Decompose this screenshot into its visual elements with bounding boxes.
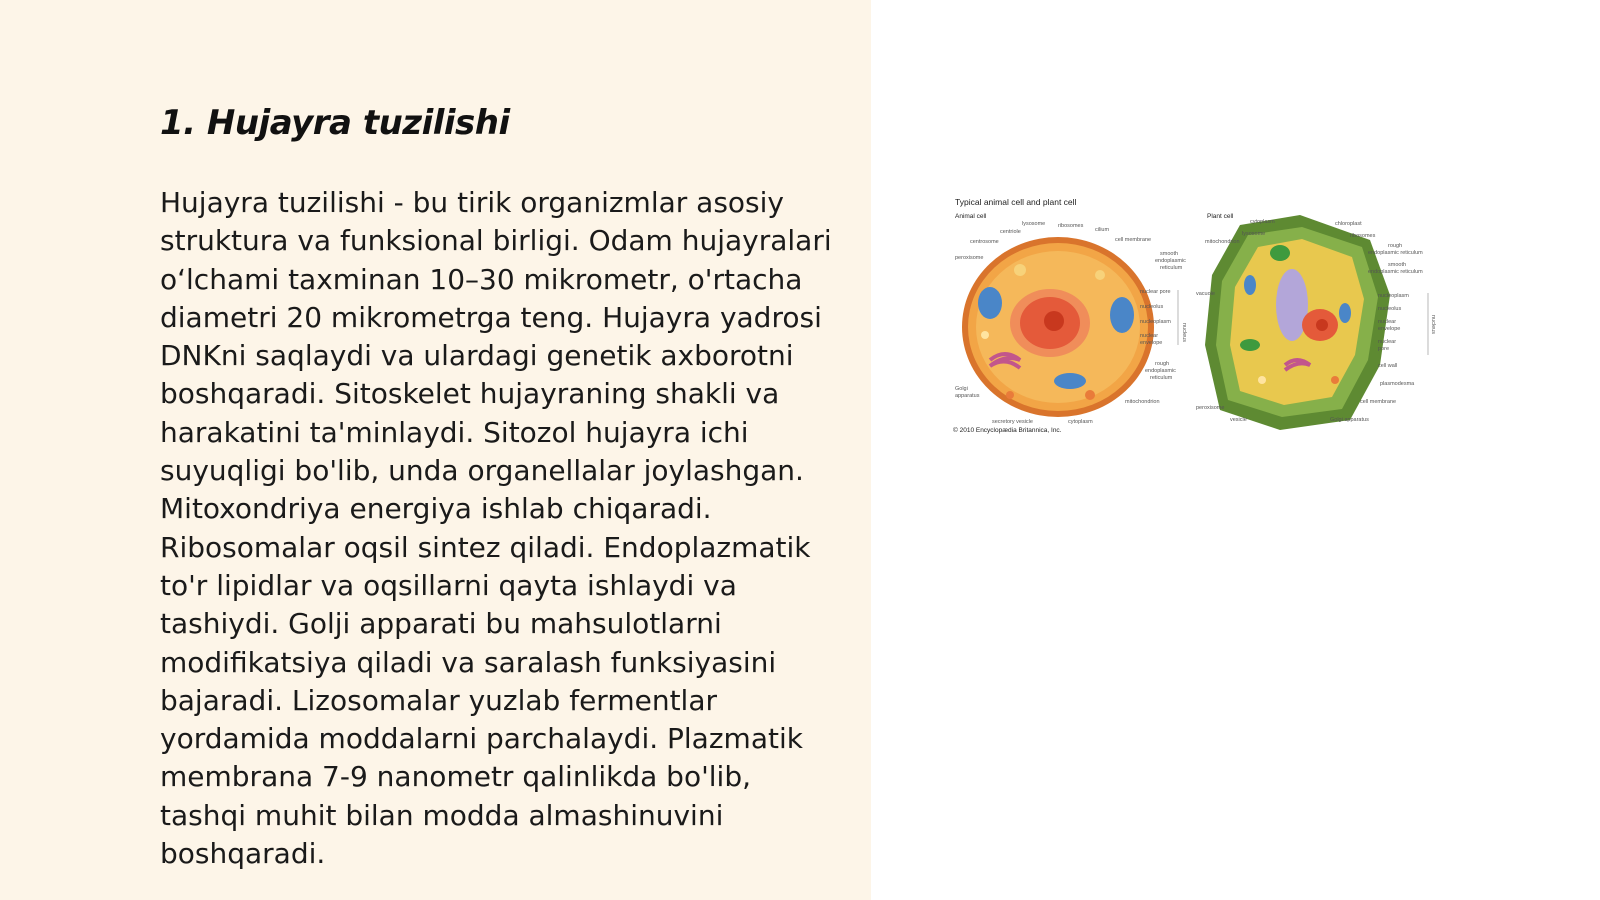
svg-text:secretory vesicle: secretory vesicle	[992, 419, 1033, 425]
svg-text:peroxisome: peroxisome	[1196, 405, 1225, 411]
svg-text:rough: rough	[1155, 361, 1170, 367]
svg-text:centrosome: centrosome	[970, 239, 999, 245]
svg-text:ribosomes: ribosomes	[1350, 233, 1376, 239]
svg-text:nucleolus: nucleolus	[1140, 304, 1164, 310]
svg-text:centriole: centriole	[1000, 229, 1021, 235]
svg-text:Golgi apparatus: Golgi apparatus	[1330, 417, 1369, 423]
svg-text:nuclear: nuclear	[1140, 333, 1159, 339]
svg-text:nucleus: nucleus	[1430, 315, 1436, 334]
figure-heading: Typical animal cell and plant cell	[955, 197, 1077, 207]
svg-text:peroxisome: peroxisome	[955, 255, 984, 261]
svg-text:nucleoplasm: nucleoplasm	[1378, 293, 1409, 299]
svg-text:nuclear: nuclear	[1378, 319, 1397, 325]
svg-text:cell wall: cell wall	[1378, 363, 1398, 369]
figure-copyright: © 2010 Encyclopædia Britannica, Inc.	[953, 427, 1062, 434]
svg-text:smooth: smooth	[1160, 251, 1179, 257]
svg-text:cytoplasm: cytoplasm	[1068, 419, 1093, 425]
svg-text:nuclear: nuclear	[1378, 339, 1397, 345]
svg-text:cell membrane: cell membrane	[1115, 237, 1152, 243]
svg-text:cilium: cilium	[1095, 227, 1110, 233]
svg-text:nucleolus: nucleolus	[1378, 306, 1402, 312]
svg-text:chloroplast: chloroplast	[1335, 221, 1362, 227]
svg-text:nucleus: nucleus	[1181, 323, 1187, 342]
svg-text:mitochondrion: mitochondrion	[1125, 399, 1160, 405]
svg-text:reticulum: reticulum	[1160, 265, 1183, 271]
svg-text:pore: pore	[1378, 346, 1390, 352]
animal-cell-illustration	[962, 237, 1154, 417]
svg-text:lysosome: lysosome	[1242, 231, 1266, 237]
svg-text:nucleoplasm: nucleoplasm	[1140, 319, 1171, 325]
svg-text:Golgi: Golgi	[955, 386, 968, 392]
svg-text:cell membrane: cell membrane	[1360, 399, 1397, 405]
animal-cell-label: Animal cell	[955, 213, 987, 220]
svg-text:envelope: envelope	[1378, 326, 1401, 332]
cell-diagram-figure	[950, 195, 1450, 445]
svg-text:cytoplasm: cytoplasm	[1250, 219, 1275, 225]
svg-text:reticulum: reticulum	[1150, 375, 1173, 381]
svg-text:lysosome: lysosome	[1022, 221, 1046, 227]
svg-text:endoplasmic reticulum: endoplasmic reticulum	[1368, 250, 1423, 256]
svg-text:ribosomes: ribosomes	[1058, 223, 1084, 229]
svg-text:rough: rough	[1388, 243, 1403, 249]
plant-cell-illustration	[1205, 215, 1390, 430]
svg-text:plasmodesma: plasmodesma	[1380, 381, 1415, 387]
svg-text:endoplasmic: endoplasmic	[1155, 258, 1186, 264]
svg-text:smooth: smooth	[1388, 262, 1407, 268]
svg-text:envelope: envelope	[1140, 340, 1163, 346]
svg-text:mitochondrion: mitochondrion	[1205, 239, 1240, 245]
slide-body-text: Hujayra tuzilishi - bu tirik organizmlar asosiy struktura va funksional birligi. Odam hujayralari oʻlchami taxminan 10–30 mikrometr, o'rtacha diametri 20 mikrometrga teng. Hujayra yadrosi DNKni saqlaydi va ulardagi genetik axborotni boshqaradi. Sitoskelet hujayraning shakli va harakatini ta'minlaydi. Sitozol hujayra ichi suyuqligi bo'lib, unda organellalar joylashgan. Mitoxondriya energiya ishlab chiqaradi. Ribosomalar oqsil sintez qiladi. Endoplazmatik to'r lipidlar va oqsillarni qayta ishlaydi va tashiydi. Golji apparati bu mahsulotlarni modifikatsiya qiladi va saralash funksiyasini bajaradi. Lizosomalar yuzlab fermentlar yordamida moddalarni parchalaydi. Plazmatik membrana 7-9 nanometr qalinlikda bo'lib, tashqi muhit bilan modda almashinuvini boshqaradi.	[160, 186, 832, 871]
slide-title: 1. Hujayra tuzilishi	[160, 103, 510, 143]
svg-text:nuclear pore: nuclear pore	[1140, 289, 1171, 295]
plant-cell-label: Plant cell	[1207, 213, 1234, 220]
svg-text:endoplasmic reticulum: endoplasmic reticulum	[1368, 269, 1423, 275]
svg-text:vacuole: vacuole	[1196, 291, 1215, 297]
svg-text:vesicle: vesicle	[1230, 417, 1247, 423]
image-panel	[871, 0, 1600, 900]
svg-text:endoplasmic: endoplasmic	[1145, 368, 1176, 374]
svg-text:apparatus: apparatus	[955, 393, 980, 399]
